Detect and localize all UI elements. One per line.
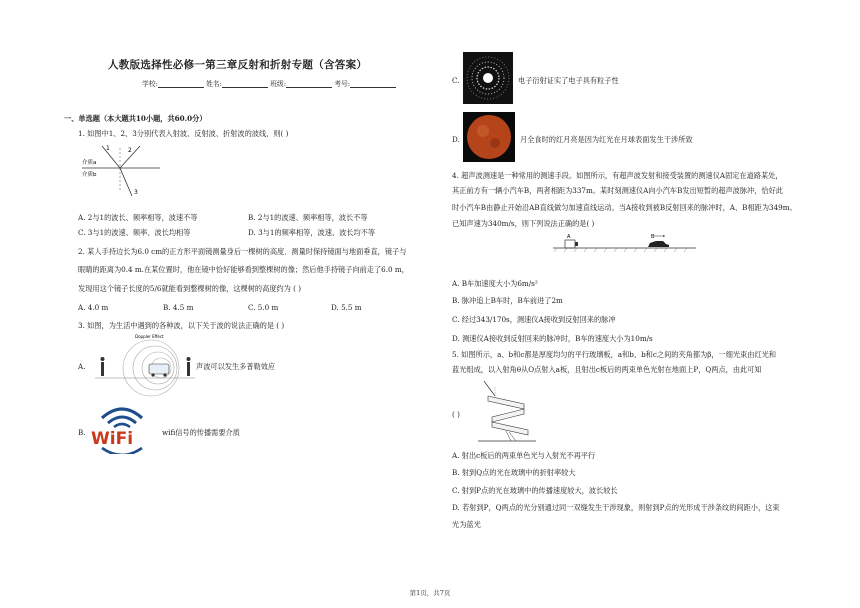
medium-a-label: 介质a — [82, 160, 97, 166]
q3-option-d-text: 月全食时的红月亮是因为红光在月球表面发生干涉所致 — [520, 135, 693, 144]
q1-stem: 1. 如图中1、2、3分别代表入射波、反射波、折射波的波线，则( ) — [78, 129, 289, 138]
q1-option-c[interactable]: C. 3与1的波速、频率、波长均相等 — [78, 228, 191, 237]
q1-wave-diagram — [82, 142, 162, 200]
q4-line-1: 4. 超声波测速是一种常用的测速手段。如图所示，有超声波发射和接受装置的测速仪A固定在道路某处， — [452, 171, 783, 180]
page-footer: 第1页，共7页 — [409, 589, 451, 597]
school-label: 学校: — [142, 80, 158, 88]
q2-option-d[interactable]: D. 5.5 m — [331, 303, 362, 312]
page-title: 人教版选择性必修一第三章反射和折射专题（含答案） — [108, 59, 368, 71]
q4-option-d[interactable]: D. 测速仪A接收到反射回来的脉冲时，B车的速度大小为10m/s — [452, 334, 653, 343]
car-b-label: B — [651, 234, 655, 240]
exam-number-blank[interactable] — [350, 80, 396, 88]
class-blank[interactable] — [286, 80, 332, 88]
q1-option-b[interactable]: B. 2与1的波速、频率相等，波长不等 — [248, 213, 368, 222]
q4-line-2: 其正前方有一辆小汽车B，两者相距为337m。某时刻测速仪A向小汽车B发出短暂的超声波脉冲，恰好此 — [452, 186, 783, 195]
glass-plates-diagram — [478, 379, 536, 443]
name-label: 姓名: — [206, 80, 222, 88]
ray-3-label: 3 — [134, 189, 138, 196]
device-a-label: A — [567, 234, 571, 240]
q3-option-b-text: wifi信号的传播需要介质 — [162, 428, 240, 437]
q5-option-c[interactable]: C. 射到P点的光在玻璃中的传播速度较大，波长较长 — [452, 486, 618, 495]
wifi-logo-text: WiFi — [91, 429, 134, 449]
doppler-caption: Doppler Effect — [135, 334, 164, 339]
q2-line-2: 眼睛的距离为0.4 m.在某位置时，他在镜中恰好能够看到整棵树的像；然后他手持镜子向前走了6.0 m， — [78, 265, 409, 274]
q2-line-3: 发现用这个镜子长度的5/6就能看到整棵树的像，这棵树的高度约为 ( ) — [78, 284, 301, 293]
q3-option-a[interactable]: A. — [78, 362, 86, 371]
ultrasonic-speed-diagram — [553, 231, 698, 253]
q4-option-a[interactable]: A. B车加速度大小为6m/s² — [452, 279, 538, 288]
q1-option-a[interactable]: A. 2与1的波长、频率相等，波速不等 — [78, 213, 198, 222]
red-moon-image — [463, 112, 515, 162]
q5-answer-paren: ( ) — [452, 410, 460, 419]
q1-option-d[interactable]: D. 3与1的频率相等，波速、波长均不等 — [248, 228, 376, 237]
q4-option-c[interactable]: C. 经过343/170s，测速仪A接收到反射回来的脉冲 — [452, 315, 616, 324]
section-heading: 一、单选题（本大题共10小题，共60.0分） — [64, 114, 207, 123]
ray-2-label: 2 — [128, 147, 132, 154]
q5-option-d-continued: 光为蓝光 — [452, 520, 481, 529]
q3-option-d[interactable]: D. — [452, 135, 460, 144]
q5-option-b[interactable]: B. 射到Q点的光在玻璃中的折射率较大 — [452, 468, 576, 477]
q4-line-4: 已知声速为340m/s，则下列说法正确的是( ) — [452, 219, 595, 228]
q2-option-c[interactable]: C. 5.0 m — [248, 303, 279, 312]
q5-option-d[interactable]: D. 若射到P，Q两点的光分别通过同一双缝发生干涉现象，则射到P点的光形成干涉条纹的间距小，这束 — [452, 503, 780, 512]
q2-option-b[interactable]: B. 4.5 m — [163, 303, 194, 312]
q3-option-a-text: 声波可以发生多普勒效应 — [196, 362, 276, 371]
doppler-effect-image — [95, 332, 195, 400]
q2-line-1: 2. 某人手持边长为6.0 cm的正方形平面镜测量身后一棵树的高度．测量时保持镜面与地面垂直，镜子与 — [78, 247, 407, 256]
q3-option-c-text: 电子衍射证实了电子具有粒子性 — [518, 76, 619, 85]
q4-line-3: 时小汽车B由静止开始沿AB直线做匀加速直线运动。当A接收到被B反射回来的脉冲时，A、B相距为349m。 — [452, 203, 797, 212]
q5-option-a[interactable]: A. 射出c板后的两束单色光与入射光不再平行 — [452, 451, 596, 460]
wifi-logo-image — [88, 402, 156, 454]
school-blank[interactable] — [158, 80, 204, 88]
ray-1-label: 1 — [106, 145, 110, 152]
medium-b-label: 介质b — [82, 172, 97, 178]
q3-option-c[interactable]: C. — [452, 76, 460, 85]
student-info-line — [142, 78, 396, 88]
q2-option-a[interactable]: A. 4.0 m — [78, 303, 109, 312]
class-label: 班级: — [270, 80, 287, 88]
name-blank[interactable] — [222, 80, 268, 88]
q3-stem: 3. 如图，为生活中遇到的各种波，以下关于波的说法正确的是 ( ) — [78, 321, 285, 330]
exam-number-label: 考号: — [334, 80, 351, 88]
q5-line-2: 蓝光组成，以入射角θ从O点射入a板，且射出c板后的两束单色光射在地面上P，Q两点，由此可知 — [452, 365, 762, 374]
q4-option-b[interactable]: B. 脉冲追上B车时，B车前进了2m — [452, 296, 563, 305]
electron-diffraction-image — [463, 52, 513, 104]
q3-option-b[interactable]: B. — [78, 428, 86, 437]
q5-line-1: 5. 如图所示，a、b和c都是厚度均匀的平行玻璃板，a和b、b和c之间的夹角都为β，一细光束由红光和 — [452, 350, 777, 359]
